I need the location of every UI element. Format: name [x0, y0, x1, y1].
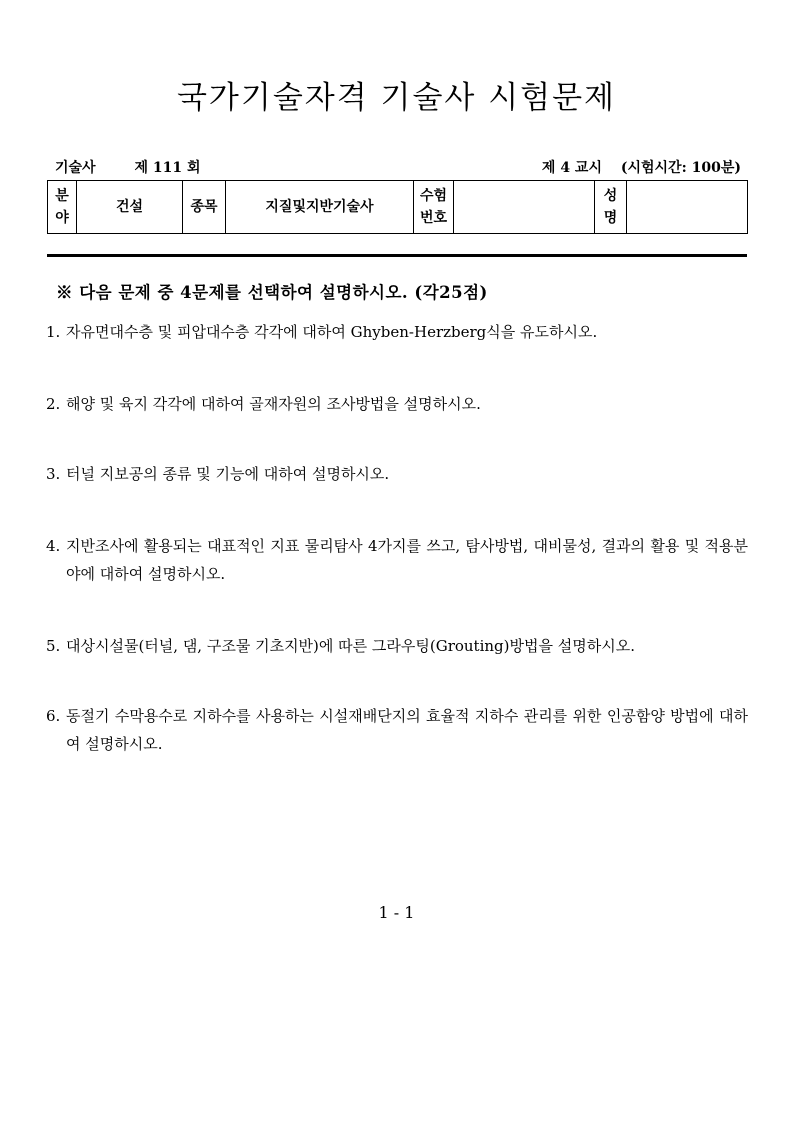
name-label-line2: 명 [603, 210, 618, 226]
exam-title: 국가기술자격 기술사 시험문제 [176, 80, 616, 116]
exam-meta-left [55, 157, 200, 177]
question-item [46, 318, 748, 346]
question-number: 1. [46, 323, 61, 341]
category-label-cell: 종목 [183, 181, 226, 234]
divider-rule [47, 254, 747, 257]
question-text: 지반조사에 활용되는 대표적인 지표 물리탐사 4가지를 쓰고, 탐사방법, 대비물성, 결과의 활용 및 적용분야에 대하여 설명하시오. [66, 537, 748, 583]
exam-number-label-line2: 번호 [419, 210, 448, 226]
question-number: 3. [46, 465, 61, 483]
exam-round: 제 111 회 [134, 160, 201, 176]
name-field[interactable] [627, 181, 748, 234]
field-label-line2: 야 [55, 210, 69, 226]
question-item [46, 460, 748, 488]
name-label-cell [595, 181, 627, 234]
question-number: 4. [46, 537, 61, 555]
exam-type: 기술사 [55, 160, 96, 176]
exam-period: 제 4 교시 [541, 160, 602, 176]
page-number: 1 - 1 [378, 903, 415, 922]
question-text: 대상시설물(터널, 댐, 구조물 기초지반)에 따른 그라우팅(Grouting)방법을 설명하시오. [66, 637, 635, 655]
exam-info-table [47, 180, 748, 234]
exam-number-field[interactable] [454, 181, 595, 234]
field-label-line1: 분 [55, 188, 69, 204]
question-number: 5. [46, 637, 61, 655]
question-number: 6. [46, 707, 61, 725]
question-text: 동절기 수막용수로 지하수를 사용하는 시설재배단지의 효율적 지하수 관리를 위한 인공함양 방법에 대하여 설명하시오. [66, 707, 748, 753]
question-number: 2. [46, 395, 61, 413]
field-value-cell: 건설 [77, 181, 183, 234]
question-text: 자유면대수층 및 피압대수층 각각에 대하여 Ghyben-Herzberg식을 유도하시오. [66, 323, 598, 341]
exam-meta-right [542, 157, 741, 177]
exam-time: (시험시간: 100분) [620, 160, 741, 176]
question-item [46, 702, 748, 758]
exam-number-label-line1: 수험 [419, 188, 448, 204]
instruction: ※ 다음 문제 중 4문제를 선택하여 설명하시오. (각25점) [56, 283, 488, 302]
question-item [46, 632, 748, 660]
question-text: 해양 및 육지 각각에 대하여 골재자원의 조사방법을 설명하시오. [66, 395, 481, 413]
question-text: 터널 지보공의 종류 및 기능에 대하여 설명하시오. [66, 465, 390, 483]
exam-number-label-cell [414, 181, 454, 234]
question-item [46, 390, 748, 418]
field-label-cell [48, 181, 77, 234]
name-label-line1: 성 [603, 188, 618, 204]
question-item [46, 532, 748, 588]
category-value-cell: 지질및지반기술사 [226, 181, 414, 234]
